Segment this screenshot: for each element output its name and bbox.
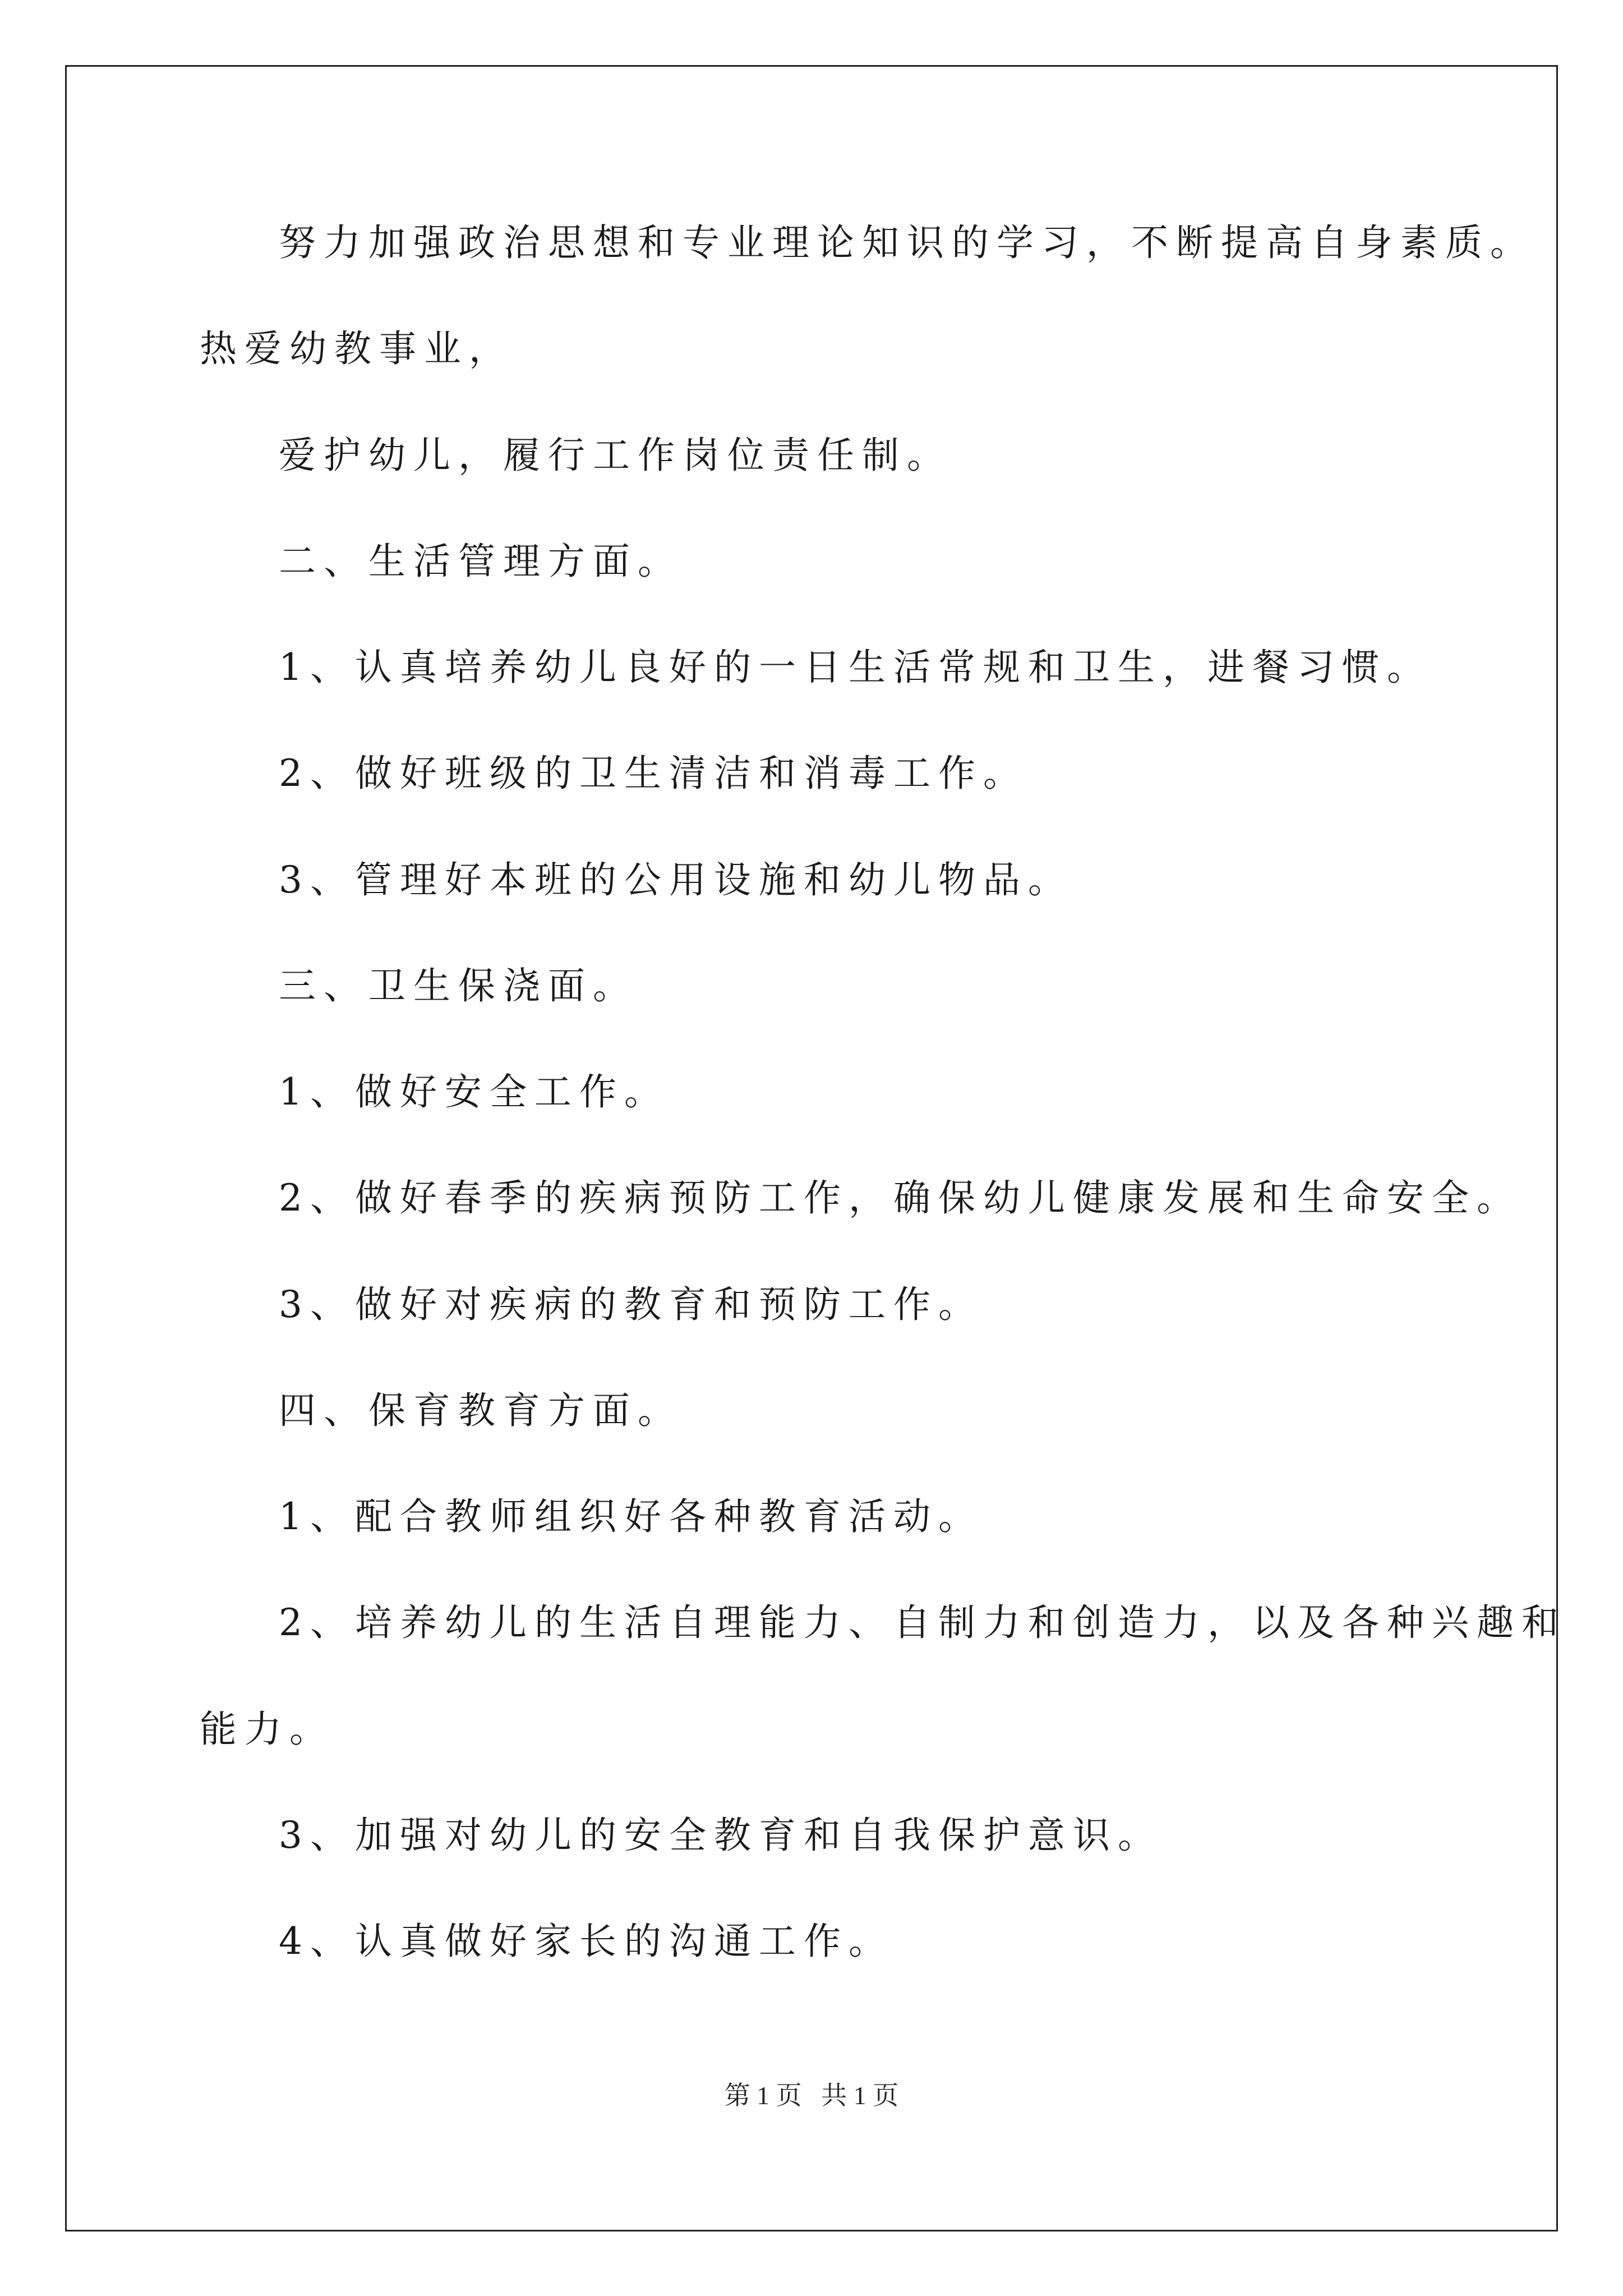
page-number-footer: 第 1 页 共 1 页	[724, 2081, 899, 2110]
section-heading: 三、卫生保浇面。	[279, 964, 638, 1007]
paragraph-text: 爱护幼儿，履行工作岗位责任制。	[279, 434, 952, 477]
list-item: 1、认真培养幼儿良好的一日生活常规和卫生，进餐习惯。	[279, 646, 1432, 689]
paragraph-text: 热爱幼教事业，	[200, 327, 514, 370]
list-item: 3、做好对疾病的教育和预防工作。	[279, 1283, 983, 1326]
list-item: 3、加强对幼儿的安全教育和自我保护意识。	[279, 1814, 1163, 1857]
list-item: 4、认真做好家长的沟通工作。	[279, 1920, 893, 1963]
list-item: 2、做好班级的卫生清洁和消毒工作。	[279, 752, 1028, 795]
list-item-continuation: 能力。	[200, 1708, 334, 1751]
list-item: 2、做好春季的疾病预防工作，确保幼儿健康发展和生命安全。	[279, 1176, 1521, 1220]
list-item: 1、做好安全工作。	[279, 1070, 669, 1114]
list-item: 3、管理好本班的公用设施和幼儿物品。	[279, 858, 1073, 901]
list-item: 2、培养幼儿的生活自理能力、自制力和创造力，以及各种兴趣和	[279, 1601, 1566, 1644]
list-item: 1、配合教师组织好各种教育活动。	[279, 1495, 983, 1538]
page-border	[65, 65, 1558, 2231]
section-heading: 二、生活管理方面。	[279, 540, 683, 583]
paragraph-text: 努力加强政治思想和专业理论知识的学习，不断提高自身素质。	[279, 221, 1535, 264]
section-heading: 四、保育教育方面。	[279, 1389, 683, 1432]
